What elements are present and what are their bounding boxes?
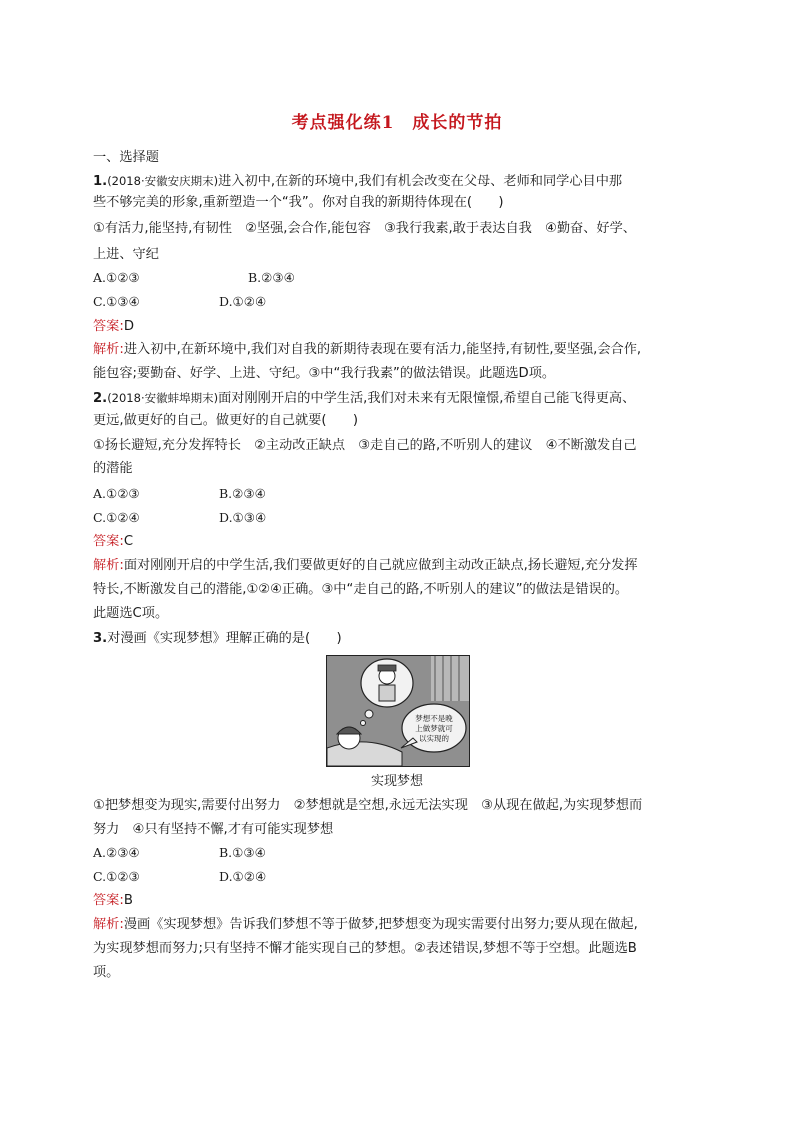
question-1-option-a[interactable]: A.①②③	[93, 270, 140, 285]
cartoon-caption: 实现梦想	[370, 774, 423, 789]
question-2-answer	[93, 532, 133, 552]
question-1-statements-line-1: ①有活力,能坚持,有韧性 ②坚强,会合作,能包容 ③我行我素,敢于表达自我 ④勤奋、好学、	[93, 221, 636, 236]
question-text: 进入初中,在新的环境中,我们有机会改变在父母、老师和同学心目中那	[218, 174, 623, 189]
question-3-analysis-line-2: 为实现梦想而努力;只有坚持不懈才能实现自己的梦想。②表述错误,梦想不等于空想。此题选B	[93, 941, 637, 956]
answer-label: 答案:	[93, 319, 124, 334]
question-number: 2.	[93, 391, 108, 406]
question-1-statements-line-2: 上进、守纪	[93, 247, 159, 262]
section-heading: 一、选择题	[93, 150, 159, 165]
answer-label: 答案:	[93, 534, 124, 549]
analysis-text: 面对刚刚开启的中学生活,我们要做更好的自己就应做到主动改正缺点,扬长避短,充分发挥	[123, 558, 638, 573]
bubble-text-line-3: 以实现的	[419, 734, 449, 743]
question-1-stem-line-1	[93, 171, 622, 192]
question-1-analysis-line-2: 能包容;要勤奋、好学、上进、守纪。③中“我行我素”的做法错误。此题选D项。	[93, 366, 556, 381]
question-3-analysis-line-1	[93, 915, 638, 935]
question-2-option-c[interactable]: C.①②④	[93, 510, 140, 525]
question-2-option-b[interactable]: B.②③④	[219, 486, 266, 501]
analysis-text: 漫画《实现梦想》告诉我们梦想不等于做梦,把梦想变为现实需要付出努力;要从现在做起,	[123, 917, 638, 932]
question-3-stem	[93, 629, 342, 649]
question-1-answer	[93, 317, 134, 337]
question-text: 对漫画《实现梦想》理解正确的是( )	[107, 631, 342, 646]
question-1-option-b[interactable]: B.②③④	[248, 270, 295, 285]
question-2-option-a[interactable]: A.①②③	[93, 486, 140, 501]
question-2-analysis-line-1	[93, 556, 638, 576]
question-3-option-d[interactable]: D.①②④	[219, 869, 267, 884]
question-3-answer	[93, 891, 133, 911]
answer-value: D	[123, 319, 134, 334]
question-2-stem-line-2: 更远,做更好的自己。做更好的自己就要( )	[93, 413, 359, 428]
question-number: 3.	[93, 631, 108, 646]
analysis-label: 解析:	[93, 558, 124, 573]
question-2-analysis-line-3: 此题选C项。	[93, 606, 169, 621]
question-1-stem-line-2: 些不够完美的形象,重新塑造一个“我”。你对自我的新期待体现在( )	[93, 195, 504, 210]
answer-value: B	[123, 893, 133, 908]
question-text: 面对刚刚开启的中学生活,我们对未来有无限憧憬,希望自己能飞得更高、	[218, 391, 636, 406]
bubble-text-line-1: 梦想不是晚	[415, 714, 453, 723]
question-1-option-c[interactable]: C.①③④	[93, 294, 140, 309]
question-2-statements-line-1: ①扬长避短,充分发挥特长 ②主动改正缺点 ③走自己的路,不听别人的建议 ④不断激发自己	[93, 438, 637, 453]
question-2-option-d[interactable]: D.①③④	[219, 510, 267, 525]
answer-label: 答案:	[93, 893, 124, 908]
question-2-statements-line-2: 的潜能	[93, 461, 133, 476]
question-source: (2018·安徽安庆期末)	[107, 174, 219, 188]
answer-value: C	[123, 534, 134, 549]
question-3-option-a[interactable]: A.②③④	[93, 845, 140, 860]
question-source: (2018·安徽蚌埠期末)	[107, 391, 219, 405]
question-3-statements-line-1: ①把梦想变为现实,需要付出努力 ②梦想就是空想,永远无法实现 ③从现在做起,为实现梦想而	[93, 798, 643, 813]
bubble-text-line-2: 上做梦就可	[415, 724, 453, 733]
cartoon-drawing	[327, 656, 469, 766]
analysis-text: 进入初中,在新环境中,我们对自我的新期待表现在要有活力,能坚持,有韧性,要坚强,会合作,	[123, 342, 642, 357]
question-2-analysis-line-2: 特长,不断激发自己的潜能,①②④正确。③中“走自己的路,不听别人的建议”的做法是错误的。	[93, 582, 629, 597]
question-1-option-d[interactable]: D.①②④	[219, 294, 267, 309]
question-3-statements-line-2: 努力 ④只有坚持不懈,才有可能实现梦想	[93, 822, 334, 837]
question-number: 1.	[93, 174, 108, 189]
question-3-option-c[interactable]: C.①②③	[93, 869, 140, 884]
cartoon-illustration	[326, 655, 470, 767]
analysis-label: 解析:	[93, 917, 124, 932]
question-3-option-b[interactable]: B.①③④	[219, 845, 266, 860]
question-2-stem-line-1	[93, 388, 635, 409]
page-title: 考点强化练1 成长的节拍	[291, 113, 503, 133]
question-1-analysis-line-1	[93, 340, 641, 360]
question-3-analysis-line-3: 项。	[93, 965, 120, 980]
analysis-label: 解析:	[93, 342, 124, 357]
